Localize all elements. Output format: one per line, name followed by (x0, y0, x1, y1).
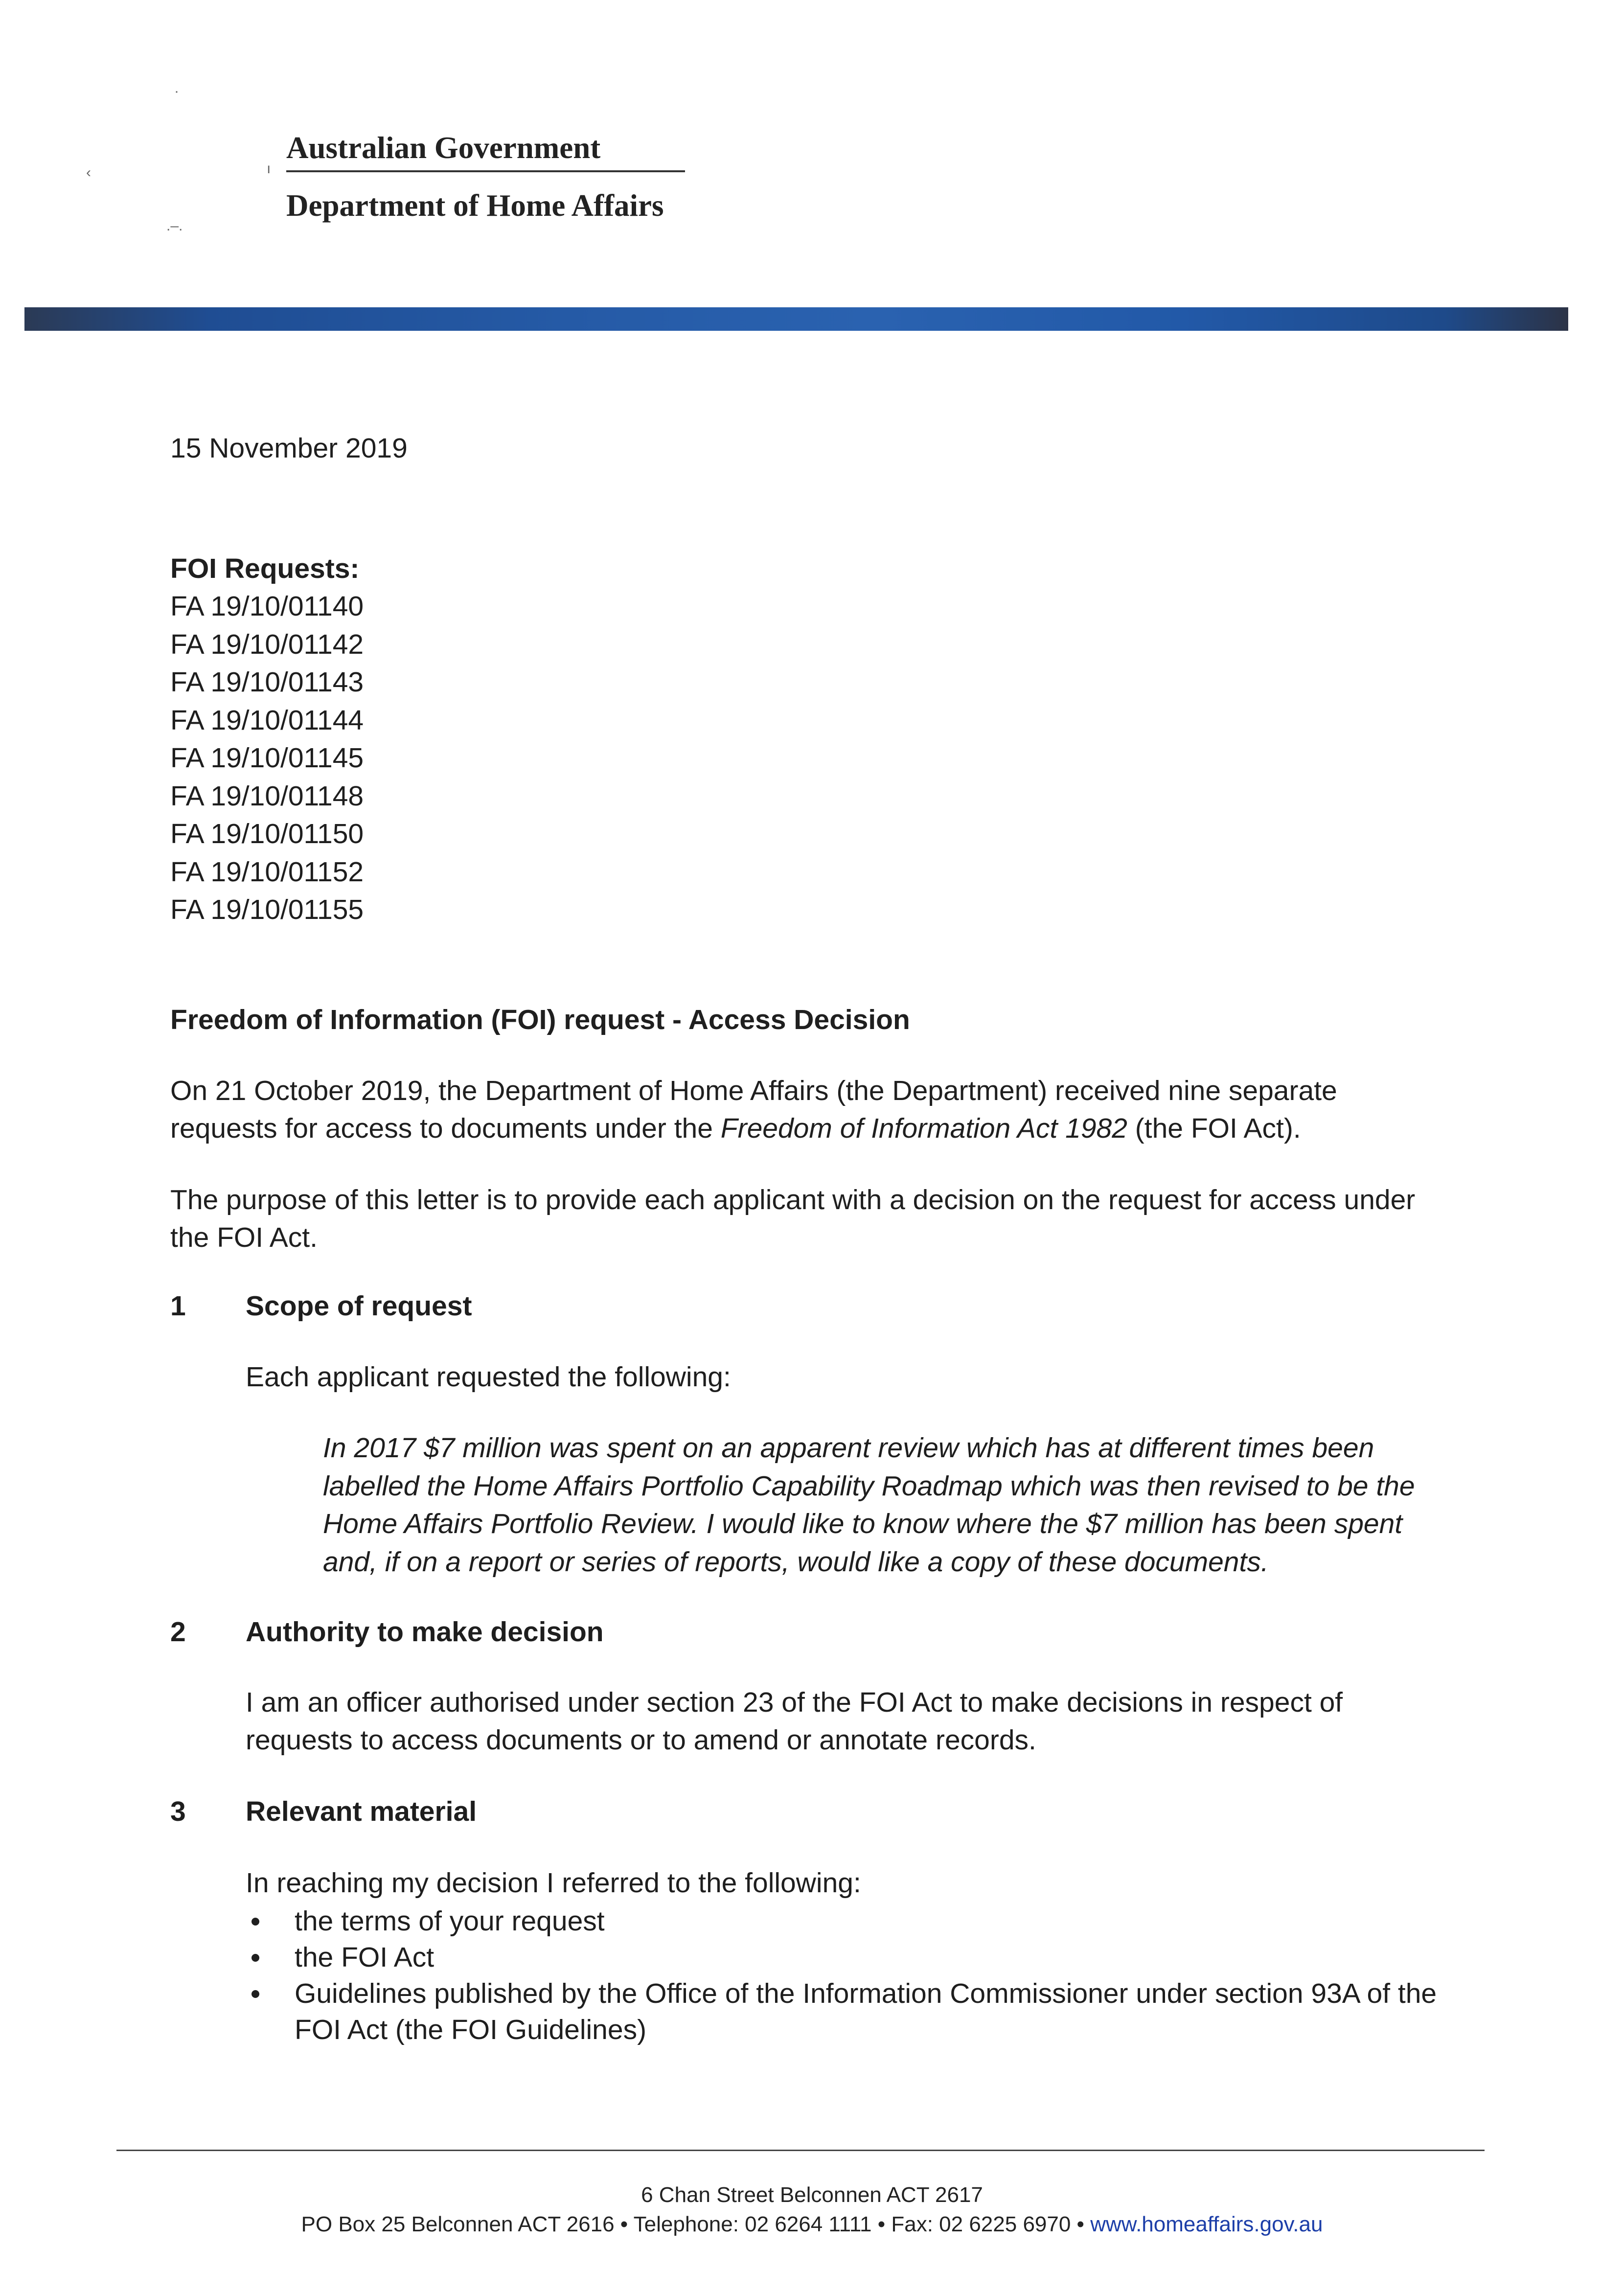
foi-request-item: FA 19/10/01155 (170, 894, 364, 925)
list-item-text: the FOI Act (295, 1942, 435, 1973)
list-item-text: the terms of your request (295, 1905, 605, 1937)
intro-text: On 21 October 2019, the Department of Home Affairs (the Department) received nine separate requests for access to documents under the (170, 1075, 1337, 1144)
foi-request-list (170, 588, 364, 929)
foi-request-item: FA 19/10/01140 (170, 591, 364, 622)
section-number: 2 (170, 1616, 186, 1648)
scan-speck: ‹ (86, 164, 91, 181)
bullet-icon (252, 1954, 259, 1962)
foi-request-item: FA 19/10/01148 (170, 780, 364, 812)
section-title: Authority to make decision (246, 1616, 604, 1648)
list-item (246, 1939, 1449, 1975)
request-quote: In 2017 $7 million was spent on an apparent review which has at different times been labelled the Home Affairs Portfolio Capability Roadmap which was then revised to be the Home Affairs Portfolio Review. I would like to know where the $7 million has been spent and, if on a report or series of reports, would like a copy of these documents. (323, 1432, 1415, 1578)
foi-request-item: FA 19/10/01152 (170, 856, 364, 888)
foi-request-item: FA 19/10/01144 (170, 704, 364, 736)
scan-speck: · (174, 83, 179, 99)
list-item (246, 1903, 1449, 1939)
letter-title: Freedom of Information (FOI) request - Access Decision (170, 1004, 910, 1035)
letterhead-band (24, 307, 1568, 331)
website-link[interactable]: www.homeaffairs.gov.au (1090, 2212, 1323, 2236)
section-text: Each applicant requested the following: (246, 1361, 731, 1393)
foi-request-item: FA 19/10/01145 (170, 742, 364, 774)
section-number: 1 (170, 1290, 186, 1322)
bullet-icon (252, 1990, 259, 1998)
scan-speck: .–. (166, 218, 183, 234)
foi-request-item: FA 19/10/01143 (170, 666, 364, 698)
section-title: Scope of request (246, 1290, 472, 1322)
relevant-material-list (246, 1903, 1449, 2048)
letterhead (286, 128, 685, 225)
footer-divider (116, 2150, 1485, 2151)
letter-date: 15 November 2019 (170, 433, 408, 464)
act-name: Freedom of Information Act 1982 (720, 1113, 1127, 1144)
foi-requests-heading: FOI Requests: (170, 553, 360, 584)
footer-contact-text: PO Box 25 Belconnen ACT 2616 • Telephone: 02 6264 1111 • Fax: 02 6225 6970 • (301, 2212, 1091, 2236)
section-title: Relevant material (246, 1796, 477, 1827)
government-name: Australian Government (286, 128, 685, 172)
intro-text-end: (the FOI Act). (1127, 1113, 1301, 1144)
section-number: 3 (170, 1796, 186, 1827)
section-text: I am an officer authorised under section 23 of the FOI Act to make decisions in respect of requests to access documents or to amend or annotate records. (246, 1687, 1343, 1756)
bullet-icon (252, 1918, 259, 1926)
section-text: In reaching my decision I referred to the following: (246, 1867, 861, 1899)
purpose-paragraph: The purpose of this letter is to provide each applicant with a decision on the request for access under the FOI Act. (170, 1184, 1416, 1253)
intro-paragraph (170, 1072, 1442, 1147)
list-item (246, 1975, 1449, 2048)
list-item-text: Guidelines published by the Office of the Information Commissioner under section 93A of the FOI Act (the FOI Guidelines) (295, 1978, 1437, 2045)
footer-address: 6 Chan Street Belconnen ACT 2617 (641, 2183, 983, 2207)
footer-contact (0, 2211, 1624, 2238)
foi-request-item: FA 19/10/01142 (170, 628, 364, 660)
foi-request-item: FA 19/10/01150 (170, 818, 364, 849)
department-name: Department of Home Affairs (286, 188, 664, 223)
scan-speck: ı (267, 161, 271, 177)
